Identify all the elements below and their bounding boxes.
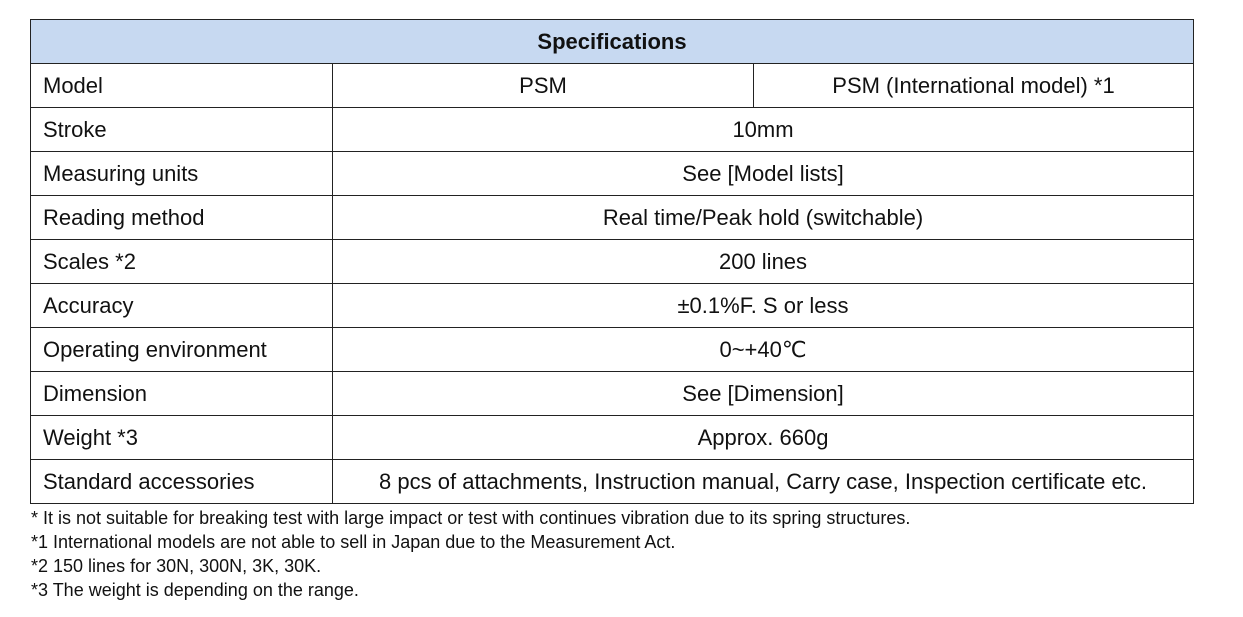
table-row xyxy=(31,372,1194,416)
model-psm-international: PSM (International model) *1 xyxy=(754,64,1194,108)
footnote: * It is not suitable for breaking test with large impact or test with continues vibration due to its spring structures. xyxy=(31,508,911,528)
row-label-model: Model xyxy=(31,64,333,108)
table-row xyxy=(31,460,1194,504)
row-label: Accuracy xyxy=(31,284,333,328)
row-label: Measuring units xyxy=(31,152,333,196)
footnote: *3 The weight is depending on the range. xyxy=(31,580,359,600)
table-row xyxy=(31,152,1194,196)
footnotes xyxy=(31,506,910,602)
row-value: ±0.1%F. S or less xyxy=(333,284,1194,328)
row-value: 10mm xyxy=(333,108,1194,152)
specifications-table xyxy=(30,19,1194,504)
row-value: See [Model lists] xyxy=(333,152,1194,196)
table-row-model xyxy=(31,64,1194,108)
table-title: Specifications xyxy=(31,20,1194,64)
row-value: Approx. 660g xyxy=(333,416,1194,460)
table-row xyxy=(31,328,1194,372)
row-label: Scales *2 xyxy=(31,240,333,284)
table-row xyxy=(31,196,1194,240)
row-label: Standard accessories xyxy=(31,460,333,504)
row-label: Reading method xyxy=(31,196,333,240)
footnote: *1 International models are not able to sell in Japan due to the Measurement Act. xyxy=(31,532,676,552)
table-row xyxy=(31,108,1194,152)
row-value: 200 lines xyxy=(333,240,1194,284)
footnote: *2 150 lines for 30N, 300N, 3K, 30K. xyxy=(31,556,322,576)
model-psm: PSM xyxy=(333,64,754,108)
row-value: Real time/Peak hold (switchable) xyxy=(333,196,1194,240)
row-label: Stroke xyxy=(31,108,333,152)
table-row xyxy=(31,284,1194,328)
table-title-row xyxy=(31,20,1194,64)
table-row xyxy=(31,240,1194,284)
row-label: Weight *3 xyxy=(31,416,333,460)
table-row xyxy=(31,416,1194,460)
row-value: See [Dimension] xyxy=(333,372,1194,416)
row-value: 8 pcs of attachments, Instruction manual, Carry case, Inspection certificate etc. xyxy=(333,460,1194,504)
row-value: 0~+40℃ xyxy=(333,328,1194,372)
row-label: Dimension xyxy=(31,372,333,416)
row-label: Operating environment xyxy=(31,328,333,372)
